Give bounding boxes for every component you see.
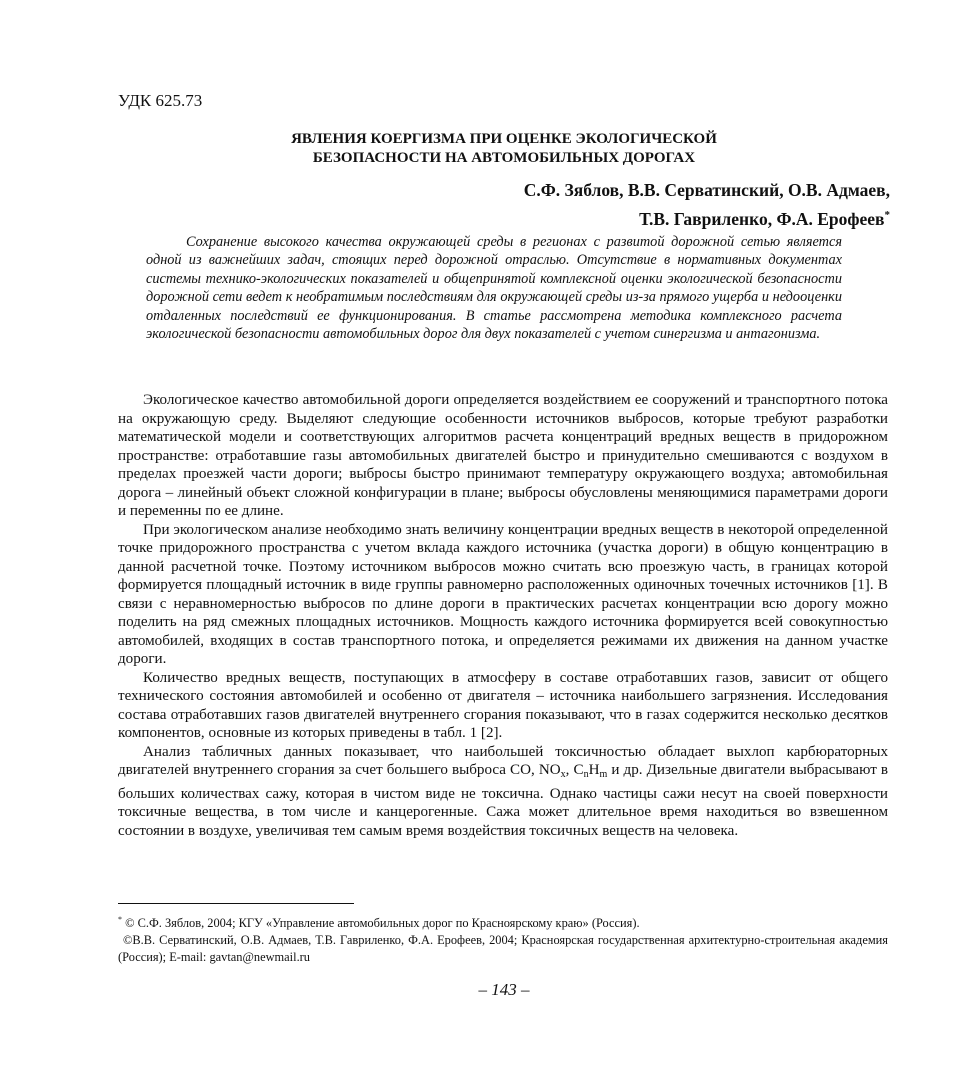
footnote-1-mark: *	[118, 915, 122, 924]
udk-code: УДК 625.73	[118, 91, 203, 110]
p4-h: H	[588, 762, 600, 778]
p4-comma-c: , C	[565, 762, 584, 778]
body-paragraph-3: Количество вредных веществ, поступающих в атмосферу в составе отработавших газов, зависит от общего технического состояния автомобилей и особенно от двигателя – источника наибольшего загрязнения. Исследования состава отработавших газов двигателей внутреннего сгорания показывают, что в газах содержится несколько десятков компонентов, основные из которых приведены в табл. 1 [2].	[118, 669, 888, 741]
cnhm-subscript-m: m	[599, 769, 608, 780]
title-line-2: БЕЗОПАСНОСТИ НА АВТОМОБИЛЬНЫХ ДОРОГАХ	[312, 150, 696, 166]
footnote-2: ©В.В. Серватинский, О.В. Адмаев, Т.В. Гавриленко, Ф.А. Ерофеев, 2004; Красноярская государственная архитектурно-строительная академия (Россия); E-mail: gavtan@newmail.ru	[118, 933, 888, 964]
nox-subscript: x	[560, 769, 566, 780]
author-list	[524, 178, 890, 232]
authors-line-1: С.Ф. Зяблов, В.В. Серватинский, О.В. Адмаев,	[523, 180, 890, 200]
body-paragraph-1: Экологическое качество автомобильной дороги определяется воздействием ее сооружений и транспортного потока на окружающую среду. Выделяют следующие особенности источников выбросов, которые требуют разработки математической модели и соответствующих алгоритмов расчета концентраций вредных веществ в придорожном пространстве: отработавшие газы автомобильных двигателей быстро и принудительно смешиваются с воздухом в пределах проезжей части дороги; выбросы быстро принимают температуру окружающего воздуха; автомобильная дорога – линейный объект сложной конфигурации в плане; выбросы обусловлены меняющимися параметрами дороги и переменны по ее длине.	[118, 392, 888, 519]
cnhm-subscript-n: n	[583, 769, 589, 780]
p4-text-end: и др. Дизельные двигатели выбрасывают в больших количествах сажу, которая в чистом виде не токсична. Однако частицы сажи несут на своей поверхности токсичные вещества, в том числе и канцерогенные. Сажа может длительное время находиться во взвешенном состоянии в воздухе, увеличивая тем самым время воздействия токсичных веществ на человека.	[118, 762, 888, 839]
footnote-1-text: © С.Ф. Зяблов, 2004; КГУ «Управление автомобильных дорог по Красноярскому краю» (Россия).	[122, 916, 640, 930]
article-body	[118, 391, 888, 840]
author-footnote-mark: *	[884, 209, 890, 221]
p4-text-start: Анализ табличных данных показывает, что наибольшей токсичностью обладает выхлоп карбюраторных двигателей внутреннего сгорания за счет большего выброса CO, NO	[118, 743, 888, 778]
authors-line-2-text: Т.В. Гавриленко, Ф.А. Ерофеев	[639, 209, 885, 229]
title-line-1: ЯВЛЕНИЯ КОЕРГИЗМА ПРИ ОЦЕНКЕ ЭКОЛОГИЧЕСКОЙ	[291, 131, 717, 147]
footnote-1	[118, 911, 888, 932]
footnotes	[118, 911, 888, 966]
article-title	[118, 130, 890, 168]
page-number: – 143 –	[478, 980, 530, 999]
abstract: Сохранение высокого качества окружающей среды в регионах с развитой дорожной сетью является одной из важнейших задач, стоящих перед дорожной отраслью. Отсутствие в нормативных документах системы технико-экологических показателей и общепринятой комплексной оценки экологической безопасности дорожной сети ведет к необратимым последствиям для окружающей среды из-за прямого ущерба и недооценки отдаленных последствий ее функционирования. В статье рассмотрена методика комплексного расчета экологической безопасности автомобильных дорог для двух показателей с учетом синергизма и антагонизма.	[146, 234, 842, 343]
authors-line-2	[524, 203, 890, 232]
body-paragraph-4	[118, 743, 888, 841]
footnote-separator	[118, 903, 354, 904]
body-paragraph-2: При экологическом анализе необходимо знать величину концентрации вредных веществ в некоторой определенной точке придорожного пространства с учетом вклада каждого источника (участка дороги) в общую концентрацию в данной расчетной точке. Поэтому источником выбросов можно считать всю проезжую часть, в границах которой формируется площадный источник в виде группы равномерно расположенных одиночных точечных источников [1]. В связи с неравномерностью выбросов по длине дороги в практических расчетах концентрации всю дорогу можно поделить на ряд смежных площадных источников. Мощность каждого источника формируется всей совокупностью автомобилей, входящих в состав транспортного потока, и определяется режимами их движения на данном участке дороги.	[118, 521, 888, 667]
